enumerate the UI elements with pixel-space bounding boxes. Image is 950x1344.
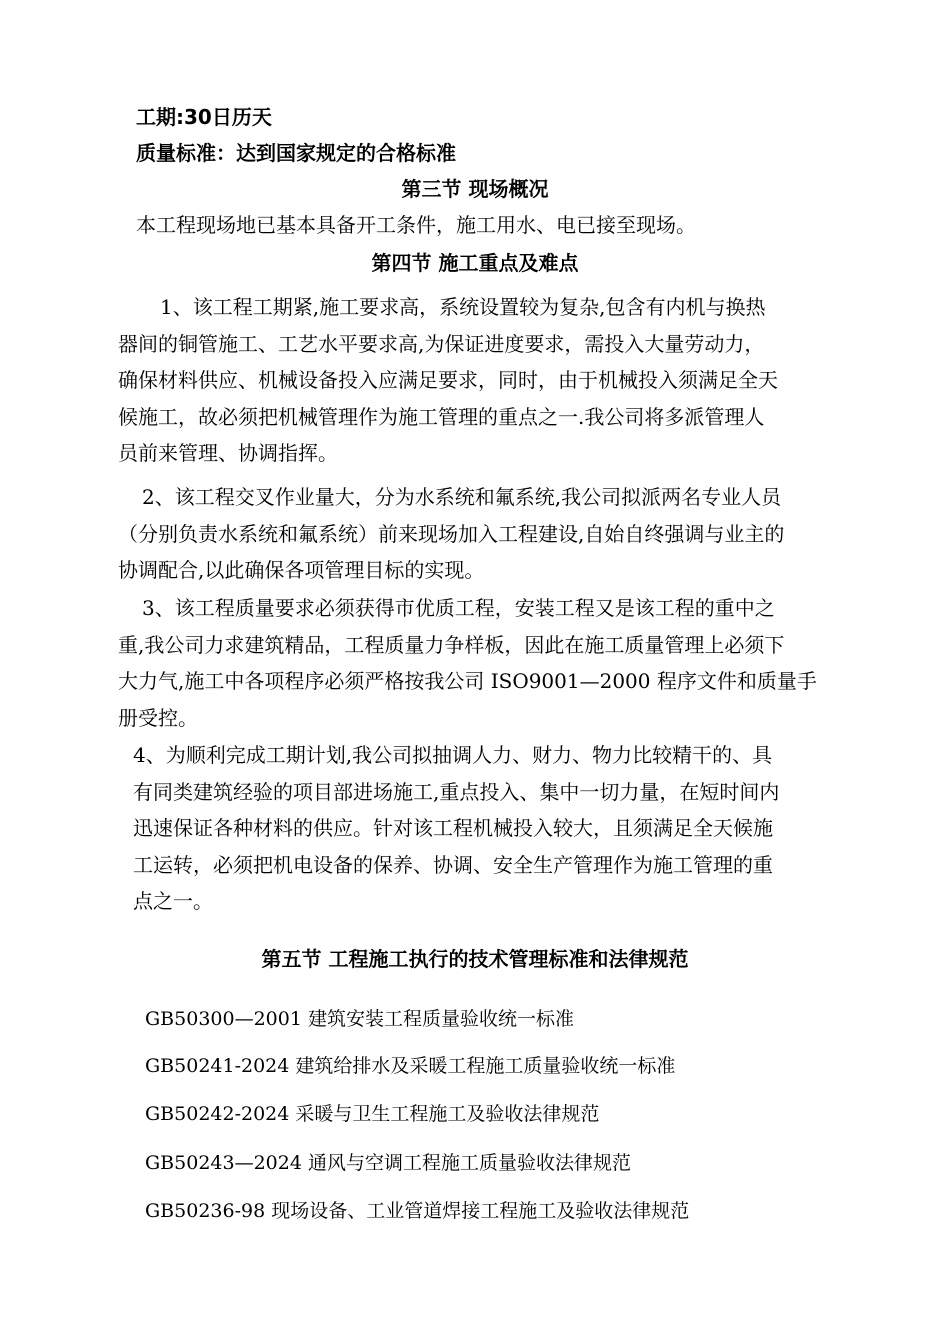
item-4-line: 有同类建筑经验的项目部进场施工,重点投入、集中一切力量，在短时间内 [133,779,780,804]
item-4-line: 迅速保证各种材料的供应。针对该工程机械投入较大，且须满足全天候施 [133,816,773,840]
standard-item: GB50300—2001 建筑安装工程质量验收统一标准 [145,1008,574,1030]
quality-standard: 质量标准：达到国家规定的合格标准 [136,141,456,165]
standard-item: GB50236-98 现场设备、工业管道焊接工程施工及验收法律规范 [145,1200,690,1222]
item-4-line: 点之一。 [133,889,213,913]
item-3-line: 册受控。 [118,705,198,730]
item-2-line: （分别负责水系统和氟系统）前来现场加入工程建设,自始自终强调与业主的 [118,521,785,546]
item-2-line: 协调配合,以此确保各项管理目标的实现。 [118,558,485,582]
section-4-item-3 [118,590,817,736]
item-1-line: 员前来管理、协调指挥。 [118,441,338,465]
item-3-line: 重,我公司力求建筑精品，工程质量力争样板，因此在施工质量管理上必须下 [118,632,785,657]
standard-item: GB50242-2024 采暖与卫生工程施工及验收法律规范 [145,1103,600,1125]
section-4-item-2 [118,479,784,589]
item-1-line: 器间的铜管施工、工艺水平要求高,为保证进度要求，需投入大量劳动力， [118,331,765,356]
section-5-heading: 第五节 工程施工执行的技术管理标准和法律规范 [261,947,689,971]
standard-item: GB50243—2024 通风与空调工程施工质量验收法律规范 [145,1152,631,1174]
item-1-line: 确保材料供应、机械设备投入应满足要求，同时，由于机械投入须满足全天 [118,368,778,392]
section-4-item-1 [118,289,778,472]
section-4-item-4 [133,737,779,920]
standard-item: GB50241-2024 建筑给排水及采暖工程施工质量验收统一标准 [145,1055,676,1077]
section-3-heading: 第三节 现场概况 [401,177,549,201]
item-3-line: 大力气,施工中各项程序必须严格按我公司 ISO9001—2000 程序文件和质量手 [118,669,817,693]
item-2-line: 2、该工程交叉作业量大，分为水系统和氟系统,我公司拟派两名专业人员 [142,485,782,509]
section-3-body: 本工程现场地已基本具备开工条件，施工用水、电已接至现场。 [136,213,696,237]
item-1-line: 1、该工程工期紧,施工要求高，系统设置较为复杂,包含有内机与换热 [160,295,766,319]
section-4-heading: 第四节 施工重点及难点 [371,251,579,275]
project-duration: 工期:30日历天 [136,105,272,129]
item-4-line: 4、为顺利完成工期计划,我公司拟抽调人力、财力、物力比较精干的、具 [133,743,773,767]
item-4-line: 工运转，必须把机电设备的保养、协调、安全生产管理作为施工管理的重 [133,852,773,877]
item-1-line: 候施工，故必须把机械管理作为施工管理的重点之一.我公司将多派管理人 [118,404,765,429]
item-3-line: 3、该工程质量要求必须获得市优质工程，安装工程又是该工程的重中之 [142,596,775,620]
